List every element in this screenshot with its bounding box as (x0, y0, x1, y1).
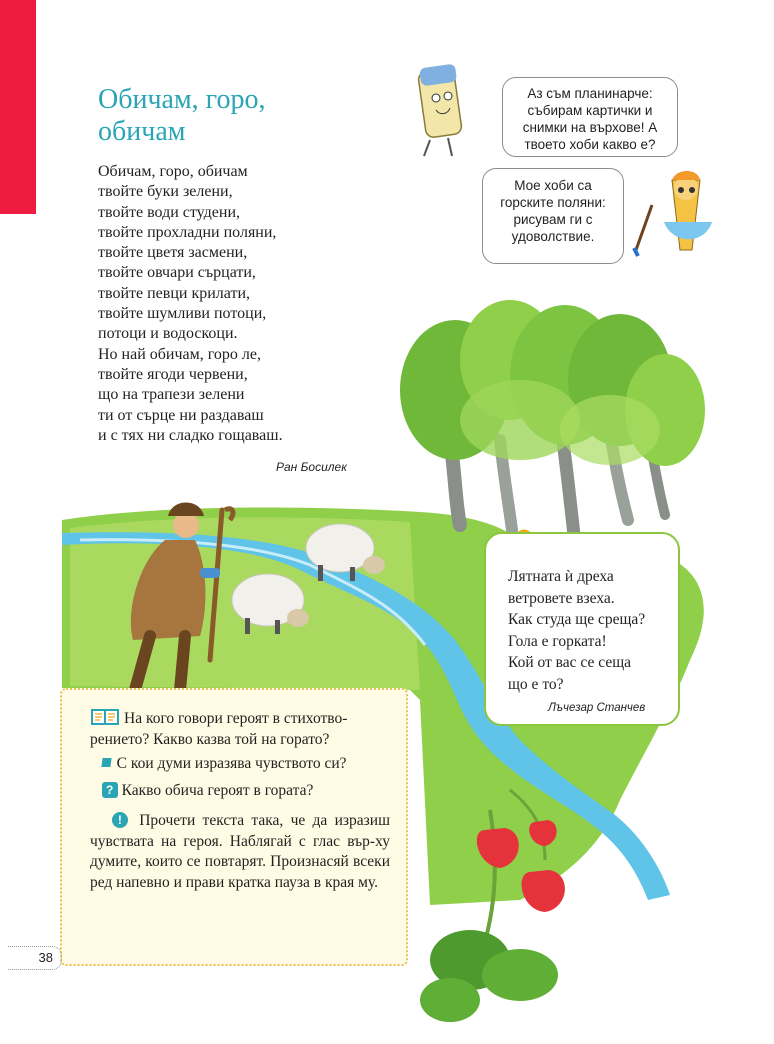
poem-line: що на трапези зелени (98, 386, 245, 404)
poem-line: Обичам, горо, обичам (98, 163, 248, 180)
task-3-text: Какво обича героят в гората? (121, 781, 314, 799)
task-2 (90, 754, 390, 775)
riddle-line: ветровете взеха. (508, 589, 615, 607)
bubble-line: Мое хоби са (514, 178, 592, 193)
riddle-line: Лятната ѝ дреха (508, 568, 614, 585)
bubble-line: рисувам ги с (513, 212, 593, 227)
task-1 (90, 708, 390, 750)
bubble-line: Аз съм планинарче: (527, 86, 653, 101)
bubble-line: горските поляни: (500, 195, 606, 210)
riddle-box (484, 532, 680, 726)
bubble-line: удоволствие. (511, 229, 595, 244)
exclamation-icon: ! (112, 812, 128, 828)
poem-line: и с тях ни сладко гощаваш. (98, 426, 283, 444)
poem-line: Но най обичам, горо ле, (98, 345, 262, 363)
task-4-text: Прочети текста така, че да изразиш чувствата на героя. Наблягай с глас вър-ху думите, които се повтарят. Произнасяй всеки ред напевно и прави кратка пауза в края му. (90, 812, 391, 891)
task-4 (90, 811, 390, 893)
bubble-line: снимки на върхове! А (522, 120, 658, 135)
poem-line: твойте буки зелени, (98, 183, 233, 201)
bubble-line: събирам картички и (527, 103, 653, 118)
question-icon: ? (102, 782, 118, 798)
poem-title: Обичам, горо, обичам (98, 84, 266, 147)
bubble-line: твоето хоби какво е? (524, 137, 656, 152)
poem-line: ти от сърце ни раздаваш (98, 406, 264, 424)
book-icon (90, 708, 120, 726)
riddle-author: Лъчезар Станчев (548, 702, 646, 714)
pencil-girl-character (634, 171, 712, 256)
poem-line: твойте певци крилати, (98, 284, 250, 302)
eraser-character (418, 64, 463, 156)
task-1-text: На кого говори героят в стихотво-рението? Какво казва той на горато? (90, 710, 348, 748)
poem-line: твойте цветя засмени, (98, 244, 248, 262)
riddle-line: Как студа ще среща? (508, 611, 646, 628)
riddle-line: Гола е горката! (508, 632, 607, 650)
task-3 (90, 781, 390, 802)
page-number: 38 (8, 946, 62, 970)
poem-line: твойте овчари сърцати, (98, 264, 256, 282)
speech-bubble-hiker (502, 77, 678, 157)
poem-author: Ран Босилек (276, 460, 347, 474)
tree-crowns (400, 300, 705, 466)
square-bullet-icon (101, 758, 111, 767)
speech-bubble-painter (482, 168, 624, 264)
task-2-text: С кои думи изразява чувството си? (116, 755, 347, 772)
poem-line: твойте води студени, (98, 203, 241, 221)
tasks-box (60, 688, 408, 966)
poem-line: потоци и водоскоци. (98, 325, 238, 343)
poem-line: твойте прохладни поляни, (98, 223, 277, 241)
riddle-line: що е то? (508, 675, 564, 693)
poem-line: твойте ягоди червени, (98, 365, 248, 383)
poem-line: твойте шумливи потоци, (98, 305, 267, 323)
riddle-line: Кой от вас се сеща (508, 654, 632, 671)
